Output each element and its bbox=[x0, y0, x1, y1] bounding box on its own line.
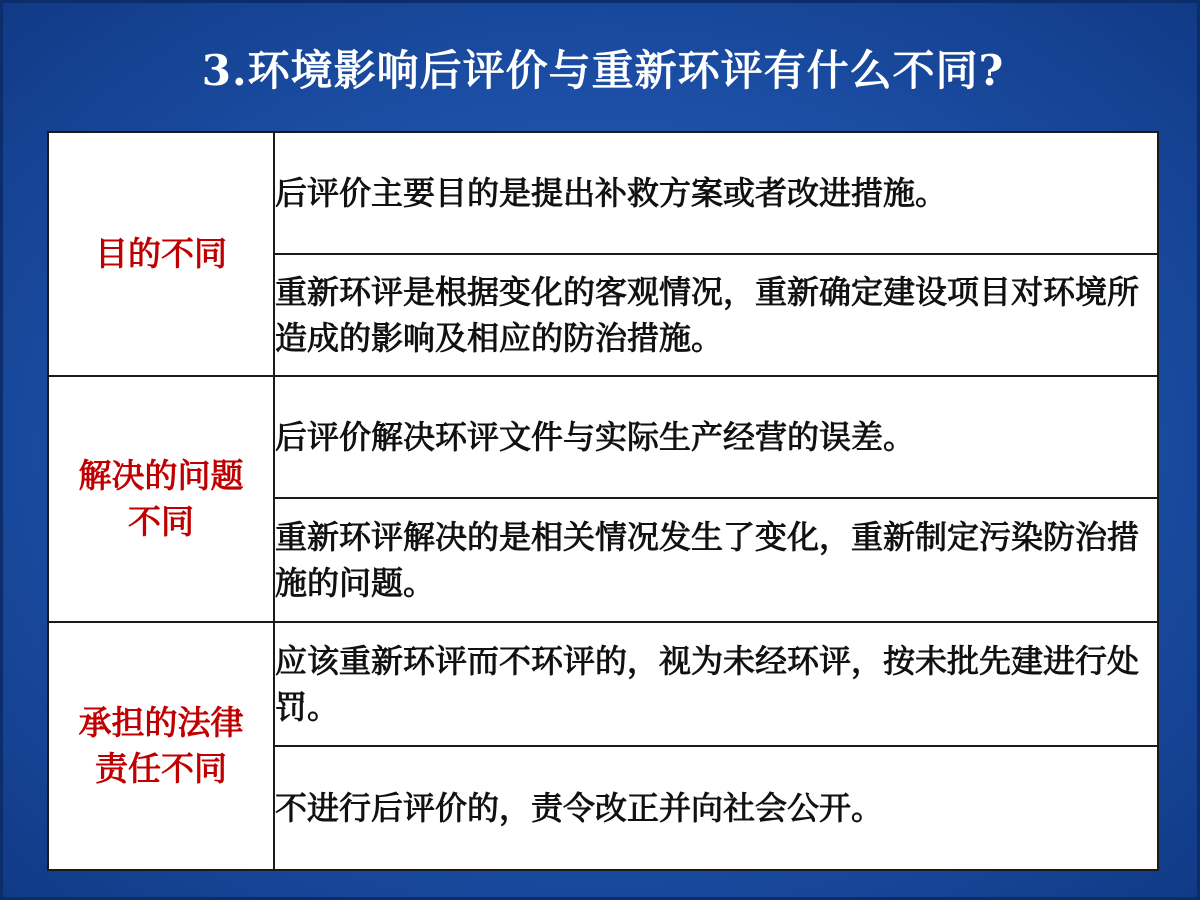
category-label: 目的不同 bbox=[95, 234, 227, 273]
slide-title: 3.环境影响后评价与重新环评有什么不同? bbox=[201, 46, 1005, 95]
category-cell-liability bbox=[48, 622, 274, 870]
category-cell-problem bbox=[48, 376, 274, 622]
table-row bbox=[48, 132, 1158, 254]
table-row bbox=[48, 622, 1158, 746]
description-cell: 不进行后评价的，责令改正并向社会公开。 bbox=[274, 746, 1158, 870]
description-cell: 重新环评解决的是相关情况发生了变化，重新制定污染防治措施的问题。 bbox=[274, 498, 1158, 622]
category-cell-purpose bbox=[48, 132, 274, 376]
description-cell: 应该重新环评而不环评的，视为未经环评，按未批先建进行处罚。 bbox=[274, 622, 1158, 746]
table-row bbox=[48, 376, 1158, 498]
description-cell: 后评价主要目的是提出补救方案或者改进措施。 bbox=[274, 132, 1158, 254]
category-label: 解决的问题不同 bbox=[78, 456, 244, 541]
comparison-table bbox=[47, 131, 1159, 871]
category-label: 承担的法律责任不同 bbox=[78, 703, 244, 788]
description-cell: 重新环评是根据变化的客观情况，重新确定建设项目对环境所造成的影响及相应的防治措施。 bbox=[274, 254, 1158, 376]
description-cell: 后评价解决环评文件与实际生产经营的误差。 bbox=[274, 376, 1158, 498]
